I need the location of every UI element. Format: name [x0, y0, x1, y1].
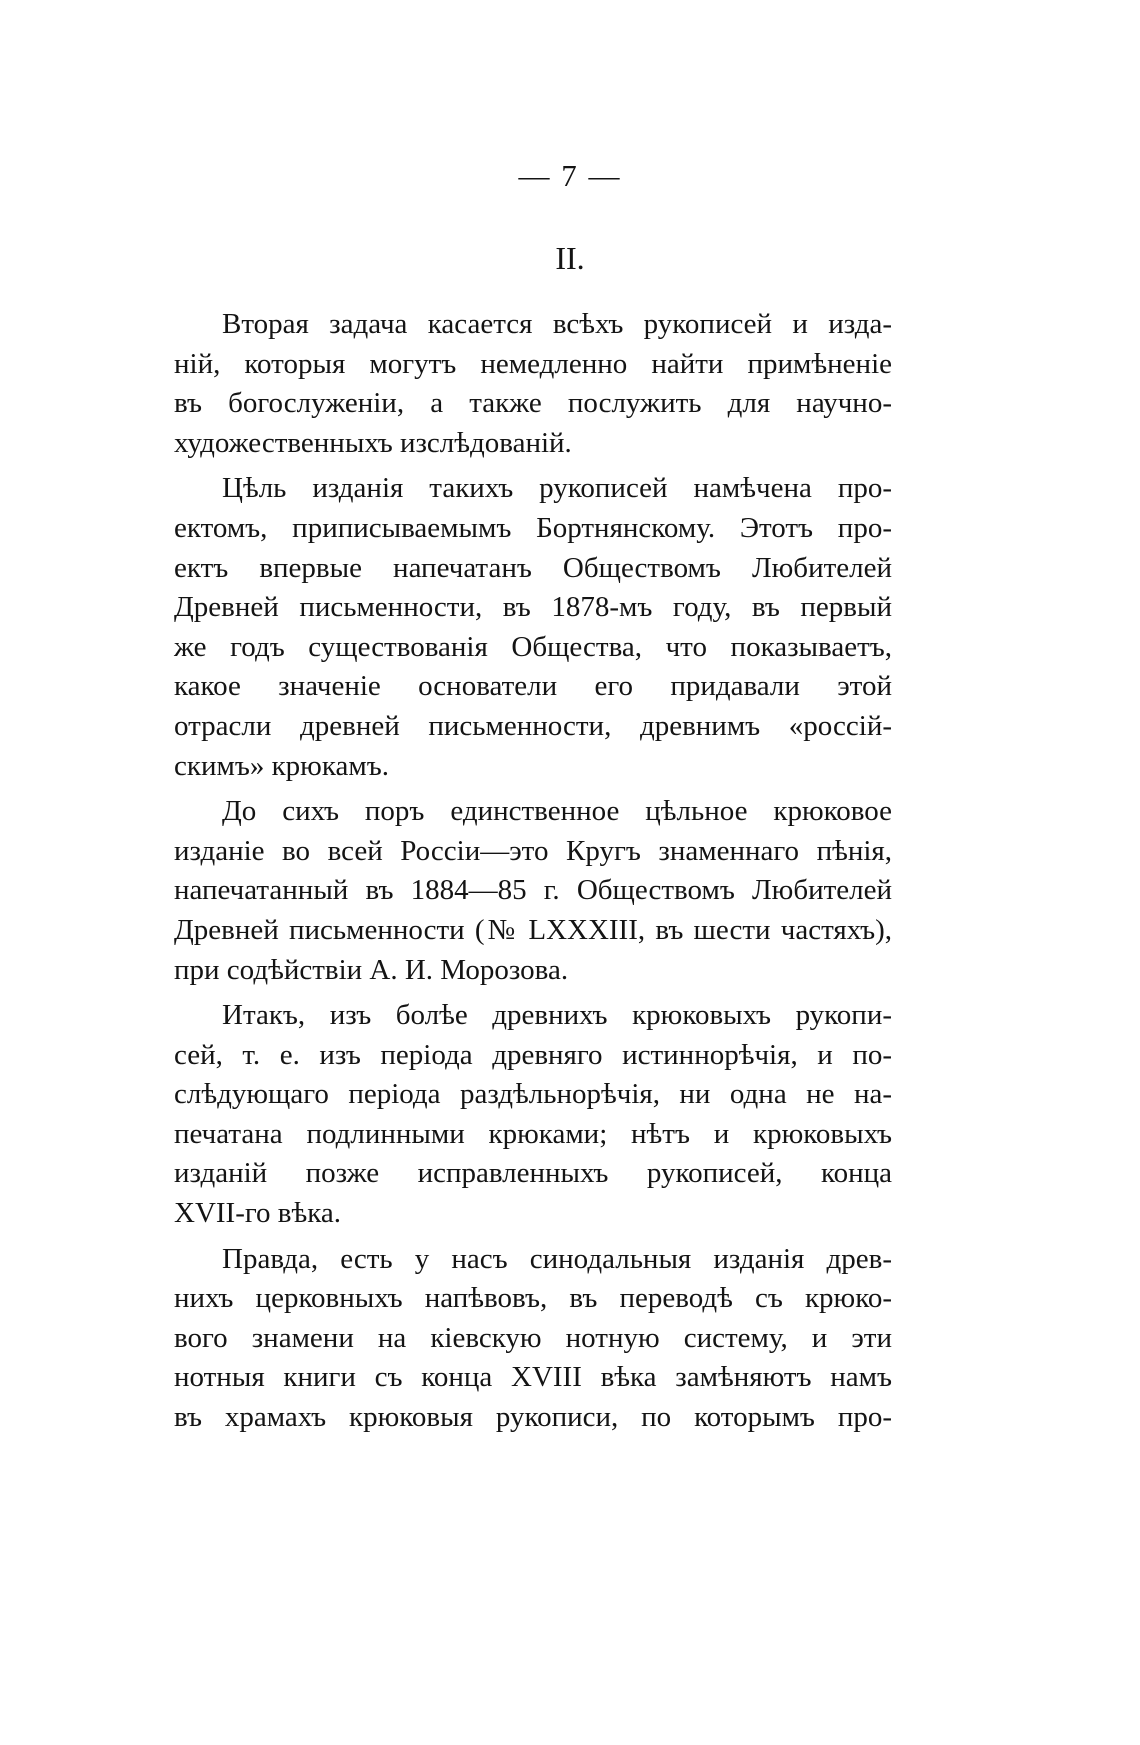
text-line: сей, т. е. изъ періода древняго истиннорѣчія, и по-: [174, 1038, 892, 1071]
text-line: Итакъ, изъ болѣе древнихъ крюковыхъ рукопи-: [222, 999, 892, 1032]
text-line: изданій позже исправленныхъ рукописей, конца: [174, 1157, 892, 1190]
text-line: художественныхъ изслѣдованій.: [174, 426, 572, 459]
text-line: ній, которыя могутъ немедленно найти примѣненіе: [174, 347, 892, 380]
text-line: До сихъ поръ единственное цѣльное крюковое: [222, 795, 892, 828]
paragraph-3: [174, 792, 892, 990]
text-line: Вторая задача касается всѣхъ рукописей и изда-: [222, 308, 892, 340]
text-line: печатана подлинными крюками; нѣтъ и крюковыхъ: [174, 1117, 892, 1150]
text-line: ектомъ, приписываемымъ Бортнянскому. Этотъ про-: [174, 511, 892, 544]
text-line: Правда, есть у насъ синодальныя изданія древ-: [222, 1242, 892, 1275]
section-heading: II.: [555, 240, 585, 276]
text-line: Цѣль изданія такихъ рукописей намѣчена про-: [222, 472, 892, 505]
body-text: [174, 305, 892, 1444]
paragraph-1: [174, 305, 892, 463]
text-line: вого знамени на кіевскую нотную систему, и эти: [174, 1321, 892, 1354]
text-line: же годъ существованія Общества, что показываетъ,: [174, 630, 892, 663]
text-line: нихъ церковныхъ напѣвовъ, въ переводѣ съ крюко-: [174, 1282, 892, 1315]
page-number: — 7 —: [518, 158, 622, 193]
text-line: слѣдующаго періода раздѣльнорѣчія, ни одна не на-: [174, 1078, 892, 1111]
text-line: при содѣйствіи А. И. Морозова.: [174, 953, 569, 986]
text-line: въ богослуженіи, а также послужить для научно-: [174, 387, 892, 420]
text-line: ектъ впервые напечатанъ Обществомъ Любителей: [174, 551, 892, 584]
text-line: какое значеніе основатели его придавали этой: [174, 670, 892, 703]
text-line: нотныя книги съ конца XVIII вѣка замѣняютъ намъ: [174, 1361, 892, 1394]
text-line: XVII-го вѣка.: [174, 1197, 341, 1230]
paragraph-4: [174, 996, 892, 1234]
text-line: изданіе во всей Россіи—это Кругъ знаменнаго пѣнія,: [174, 834, 892, 867]
text-line: Древней письменности, въ 1878-мъ году, въ первый: [174, 591, 892, 624]
text-line: напечатанный въ 1884—85 г. Обществомъ Любителей: [174, 874, 892, 907]
text-line: въ храмахъ крюковыя рукописи, по которымъ про-: [174, 1401, 892, 1434]
paragraph-2: [174, 469, 892, 786]
paragraph-5: [174, 1240, 892, 1438]
text-line: Древней письменности (№ LXXXIII, въ шести частяхъ),: [174, 913, 892, 946]
text-line: скимъ» крюкамъ.: [174, 749, 389, 782]
text-line: отрасли древней письменности, древнимъ «россій-: [174, 709, 892, 742]
